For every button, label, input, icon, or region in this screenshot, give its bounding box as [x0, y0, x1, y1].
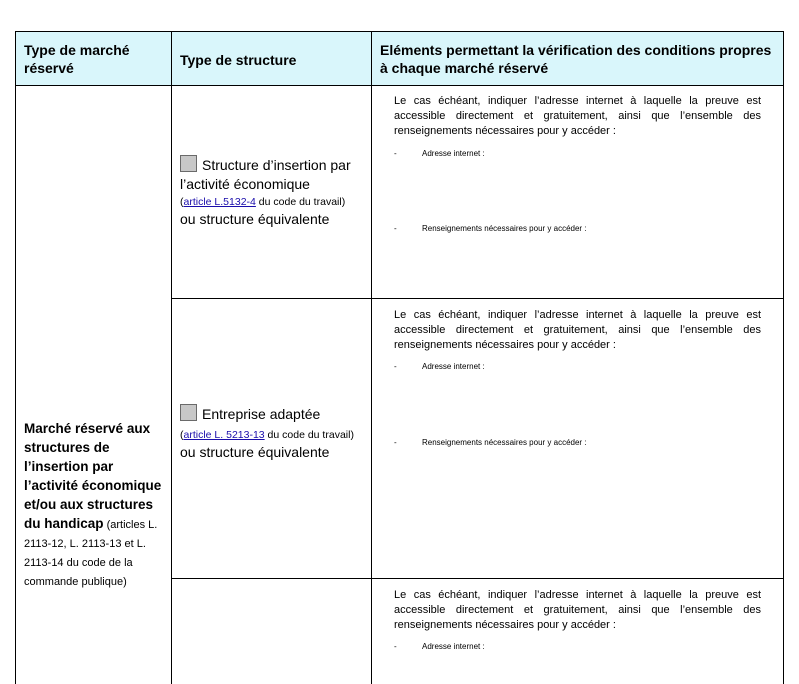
row-divider-1: [171, 298, 784, 299]
address-label: Adresse internet :: [422, 642, 485, 651]
table-border-right: [783, 31, 784, 684]
reserved-market-label: [24, 419, 162, 590]
ea-checkbox[interactable]: [180, 404, 197, 421]
header-verification-elements: Eléments permettant la vérification des conditions propres à chaque marché réservé: [380, 42, 772, 76]
address-bullet-2: [394, 362, 485, 372]
siae-equivalent: ou structure équivalente: [180, 211, 330, 227]
address-label: Adresse internet :: [422, 362, 485, 371]
dash-marker: -: [394, 224, 397, 233]
structure-cell-siae: Structure d’insertion par l’activité économique (article L.5132-4 du code du travail) ou structure équivalente: [180, 155, 368, 229]
dash-marker: -: [394, 642, 397, 651]
proof-paragraph-3: Le cas échéant, indiquer l’adresse internet à laquelle la preuve est accessible directement et gratuitement, ainsi que l’ensemble des renseignements nécessaires pour y accéder :: [394, 589, 761, 631]
address-bullet-1: [394, 149, 485, 159]
reserved-market-articles: (articles L. 2113-12, L. 2113-13 et L. 2113-14 du code de la commande publique): [24, 519, 158, 588]
ea-label: Entreprise adaptée: [202, 406, 321, 422]
column-divider-1: [171, 31, 172, 684]
ea-article-suffix: du code du travail): [264, 429, 354, 441]
siae-article-suffix: du code du travail): [255, 196, 346, 208]
header-market-type: Type de marché réservé: [24, 42, 130, 76]
info-label: Renseignements nécessaires pour y accéder :: [422, 224, 587, 233]
header-structure-type: Type de structure: [180, 52, 297, 68]
proof-paragraph-1: Le cas échéant, indiquer l’adresse internet à laquelle la preuve est accessible directement et gratuitement, ainsi que l’ensemble des renseignements nécessaires pour y accéder :: [394, 95, 761, 137]
info-bullet-1: [394, 224, 587, 234]
column-divider-2: [371, 31, 372, 684]
siae-checkbox[interactable]: [180, 155, 197, 172]
dash-marker: -: [394, 149, 397, 158]
address-bullet-3: [394, 642, 485, 652]
table-border-left: [15, 31, 16, 684]
table-border-top: [15, 31, 784, 32]
structure-cell-ea: Entreprise adaptée (article L. 5213-13 du code du travail) ou structure équivalente: [180, 406, 354, 460]
header-bottom-border: [15, 85, 784, 86]
dash-marker: -: [394, 438, 397, 447]
ea-article-link[interactable]: article L. 5213-13: [183, 429, 265, 441]
row-divider-2: [171, 578, 784, 579]
info-bullet-2: [394, 438, 587, 448]
address-label: Adresse internet :: [422, 149, 485, 158]
dash-marker: -: [394, 362, 397, 371]
siae-article-link[interactable]: article L.5132-4: [183, 196, 256, 208]
ea-equivalent: ou structure équivalente: [180, 444, 330, 460]
info-label: Renseignements nécessaires pour y accéder :: [422, 438, 587, 447]
proof-paragraph-2: Le cas échéant, indiquer l’adresse internet à laquelle la preuve est accessible directement et gratuitement, ainsi que l’ensemble des renseignements nécessaires pour y accéder :: [394, 309, 761, 351]
reserved-market-title: Marché réservé aux structures de l’insertion par l’activité économique et/ou aux structures du handicap: [24, 421, 162, 531]
siae-label: Structure d’insertion par l’activité économique: [180, 157, 351, 192]
